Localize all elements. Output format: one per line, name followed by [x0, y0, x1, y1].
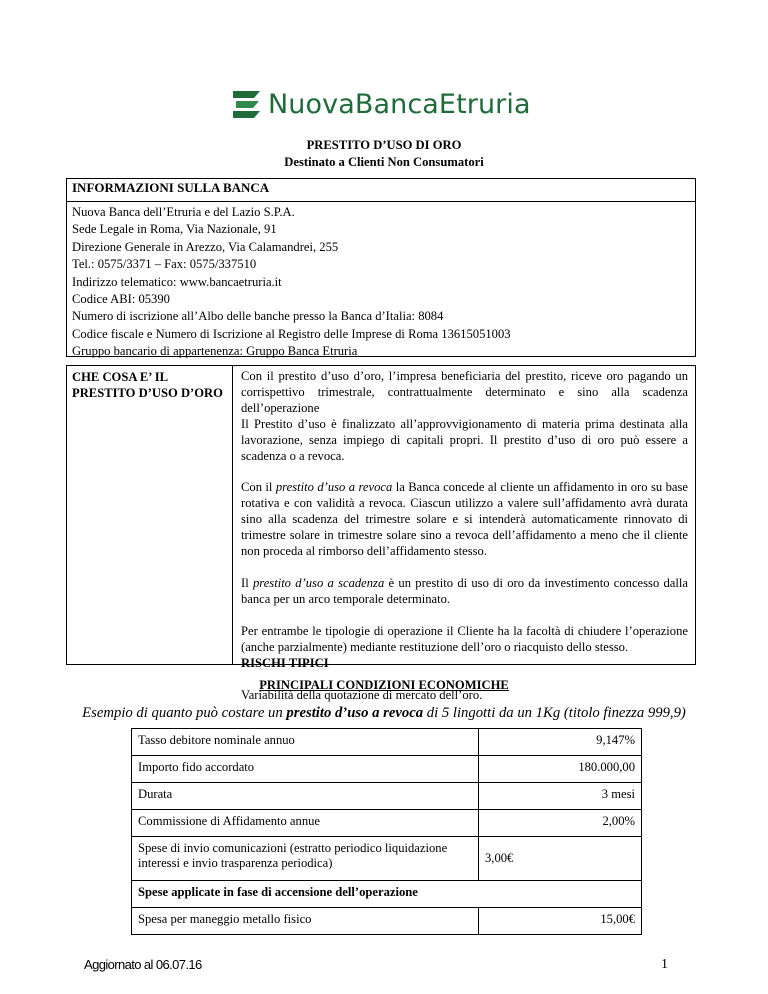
- bank-logo-text: NuovaBancaEtruria: [268, 88, 531, 120]
- conditions-example: [0, 705, 768, 722]
- bank-info-line: Codice ABI: 05390: [72, 292, 170, 307]
- opening-costs-heading: Spese applicate in fase di accensione dell’operazione: [132, 881, 642, 908]
- what-is-paragraph: Con il prestito d’uso d’oro, l’impresa beneficiaria del prestito, riceve oro pagando un corrispettivo trimestrale, contrattualmente determinato e sino alla scadenza dell’operazione: [241, 369, 688, 415]
- row-label: Tasso debitore nominale annuo: [132, 729, 479, 756]
- row-value: 2,00%: [479, 810, 642, 837]
- row-value: 3,00€: [479, 837, 642, 881]
- bank-info-line: Tel.: 0575/3371 – Fax: 0575/337510: [72, 257, 257, 272]
- row-label: Commissione di Affidamento annue: [132, 810, 479, 837]
- emphasis-revoca: prestito d’uso a revoca: [275, 480, 393, 495]
- footer-updated: Aggiornato al 06.07.16: [84, 957, 202, 972]
- bank-info-line: Indirizzo telematico: www.bancaetruria.it: [72, 274, 282, 289]
- bank-info-body: [66, 201, 696, 357]
- row-value: 15,00€: [479, 908, 642, 935]
- row-label: Spese di invio comunicazioni (estratto periodico liquidazione interessi e invio trasparenza periodica): [132, 837, 479, 881]
- bank-logo: [230, 86, 531, 122]
- row-value: 9,147%: [479, 729, 642, 756]
- table-row: [132, 783, 642, 810]
- bank-info-line: Gruppo bancario di appartenenza: Gruppo Banca Etruria: [72, 344, 358, 359]
- text-run: di 5 lingotti da un 1Kg (titolo finezza 999,9): [423, 705, 686, 721]
- bank-info-line: Codice fiscale e Numero di Iscrizione al Registro delle Imprese di Roma 13615051003: [72, 326, 511, 341]
- row-label: Importo fido accordato: [132, 756, 479, 783]
- bank-info-heading: INFORMAZIONI SULLA BANCA: [66, 178, 696, 202]
- scadenza-paragraph: [241, 576, 688, 608]
- bank-info-line: Sede Legale in Roma, Via Nazionale, 91: [72, 222, 277, 237]
- risks-text: Variabilità della quotazione di mercato dell’oro.: [241, 687, 483, 702]
- row-label: Spesa per maneggio metallo fisico: [132, 908, 479, 935]
- table-row: [132, 756, 642, 783]
- risks-heading: RISCHI TIPICI: [241, 655, 329, 670]
- text-run: Con il: [241, 480, 276, 495]
- what-is-label: CHE COSA E’ IL PRESTITO D’USO D’ORO: [66, 365, 233, 665]
- table-row: [132, 908, 642, 935]
- text-run: Il: [241, 575, 253, 590]
- page-number: 1: [661, 957, 668, 972]
- row-value: 180.000,00: [479, 756, 642, 783]
- closing-paragraph: Per entrambe le tipologie di operazione il Cliente ha la facoltà di chiudere l’operazione (anche parzialmente) mediante restituzione dell’oro o riacquisto dello stesso.: [241, 623, 688, 654]
- revoca-paragraph: [241, 480, 688, 560]
- document-title: PRESTITO D’USO DI ORO: [306, 138, 462, 152]
- document-subtitle: Destinato a Clienti Non Consumatori: [284, 155, 484, 169]
- bank-logo-mark-icon: [230, 87, 264, 121]
- text-run: Esempio di quanto può costare un: [82, 705, 287, 721]
- bank-info-line: Numero di iscrizione all’Albo delle banche presso la Banca d’Italia: 8084: [72, 309, 444, 324]
- table-row: [132, 810, 642, 837]
- table-row: [132, 837, 642, 881]
- emphasis-scadenza: prestito d’uso a scadenza: [252, 575, 385, 590]
- bank-info-line: Nuova Banca dell’Etruria e del Lazio S.P.A.: [72, 205, 295, 219]
- table-row: [132, 729, 642, 756]
- document-title-block: [0, 137, 768, 171]
- what-is-paragraph: Il Prestito d’uso è finalizzato all’approvvigionamento di materia prima destinata alla lavorazione, senza impiego di capitali propri. Il prestito d’uso di oro può essere a scadenza o a revoca.: [241, 416, 688, 463]
- text-run: è un prestito di uso di oro da investimento concesso dalla banca per un arco temporale determinato.: [241, 575, 688, 606]
- conditions-heading-text: PRINCIPALI CONDIZIONI ECONOMICHE: [259, 678, 509, 692]
- example-bold: prestito d’uso a revoca: [286, 705, 424, 721]
- row-value: 3 mesi: [479, 783, 642, 810]
- conditions-table: [131, 728, 642, 935]
- table-row: [132, 881, 642, 908]
- text-run: la Banca concede al cliente un affidamento in oro su base rotativa e con validità a revoca. Ciascun utilizzo a valere sull’affidamento avrà durata sino alla scadenza del trimestre solare e si intenderà automaticamente rinnovato di trimestre solare in trimestre solare sino a revoca dell’affidamento a meno che il cliente non proceda al rimborso dell’affidamento stesso.: [241, 480, 688, 559]
- row-label: Durata: [132, 783, 479, 810]
- conditions-heading: [0, 678, 768, 693]
- bank-info-line: Direzione Generale in Arezzo, Via Calamandrei, 255: [72, 239, 339, 254]
